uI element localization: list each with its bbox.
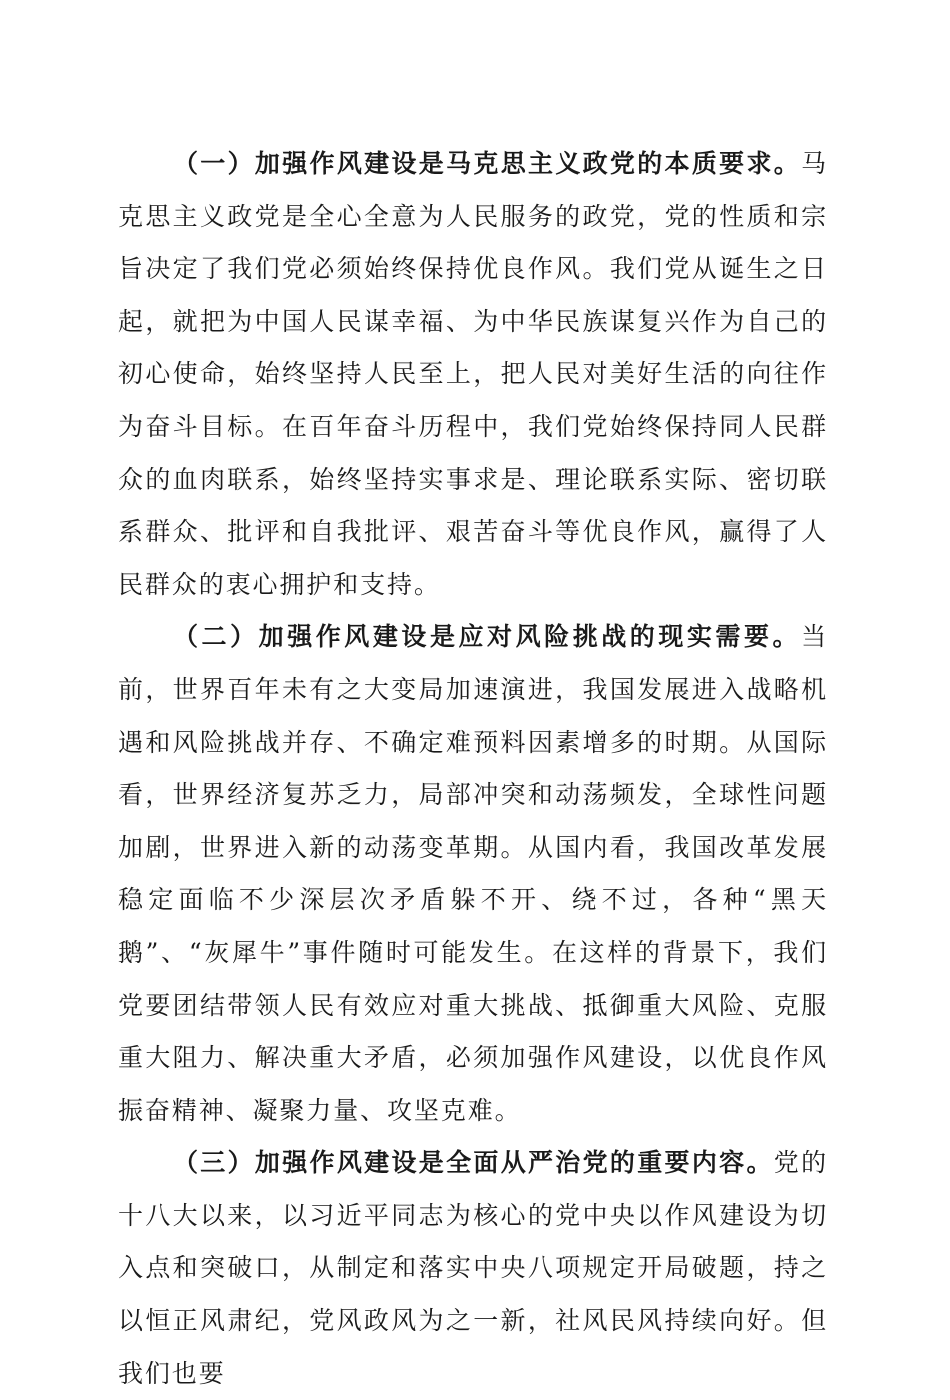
- paragraph-1-heading: （一）加强作风建设是马克思主义政党的本质要求。: [173, 149, 802, 178]
- paragraph-3: [118, 1137, 828, 1400]
- paragraph-3-text: 党的十八大以来，以习近平同志为核心的党中央以作风建设为切入点和突破口，从制定和落实中央八项规定开局破题，持之以恒正风肃纪，党风政风为之一新，社风民风持续向好。但我们也要: [118, 1148, 828, 1388]
- paragraph-2-text: 当前，世界百年未有之大变局加速演进，我国发展进入战略机遇和风险挑战并存、不确定难预料因素增多的时期。从国际看，世界经济复苏乏力，局部冲突和动荡频发，全球性问题加剧，世界进入新的动荡变革期。从国内看，我国改革发展稳定面临不少深层次矛盾躲不开、绕不过，各种“黑天鹅”、“灰犀牛”事件随时可能发生。在这样的背景下，我们党要团结带领人民有效应对重大挑战、抵御重大风险、克服重大阻力、解决重大矛盾，必须加强作风建设，以优良作风振奋精神、凝聚力量、攻坚克难。: [118, 622, 828, 1125]
- paragraph-1-text: 马克思主义政党是全心全意为人民服务的政党，党的性质和宗旨决定了我们党必须始终保持优良作风。我们党从诞生之日起，就把为中国人民谋幸福、为中华民族谋复兴作为自己的初心使命，始终坚持人民至上，把人民对美好生活的向往作为奋斗目标。在百年奋斗历程中，我们党始终保持同人民群众的血肉联系，始终坚持实事求是、理论联系实际、密切联系群众、批评和自我批评、艰苦奋斗等优良作风，赢得了人民群众的衷心拥护和支持。: [118, 149, 828, 599]
- document-body: [118, 138, 828, 1400]
- paragraph-3-heading: （三）加强作风建设是全面从严治党的重要内容。: [173, 1148, 774, 1178]
- paragraph-2: [118, 611, 828, 1137]
- paragraph-2-heading: （二）加强作风建设是应对风险挑战的现实需要。: [173, 622, 802, 652]
- paragraph-1: [118, 138, 828, 611]
